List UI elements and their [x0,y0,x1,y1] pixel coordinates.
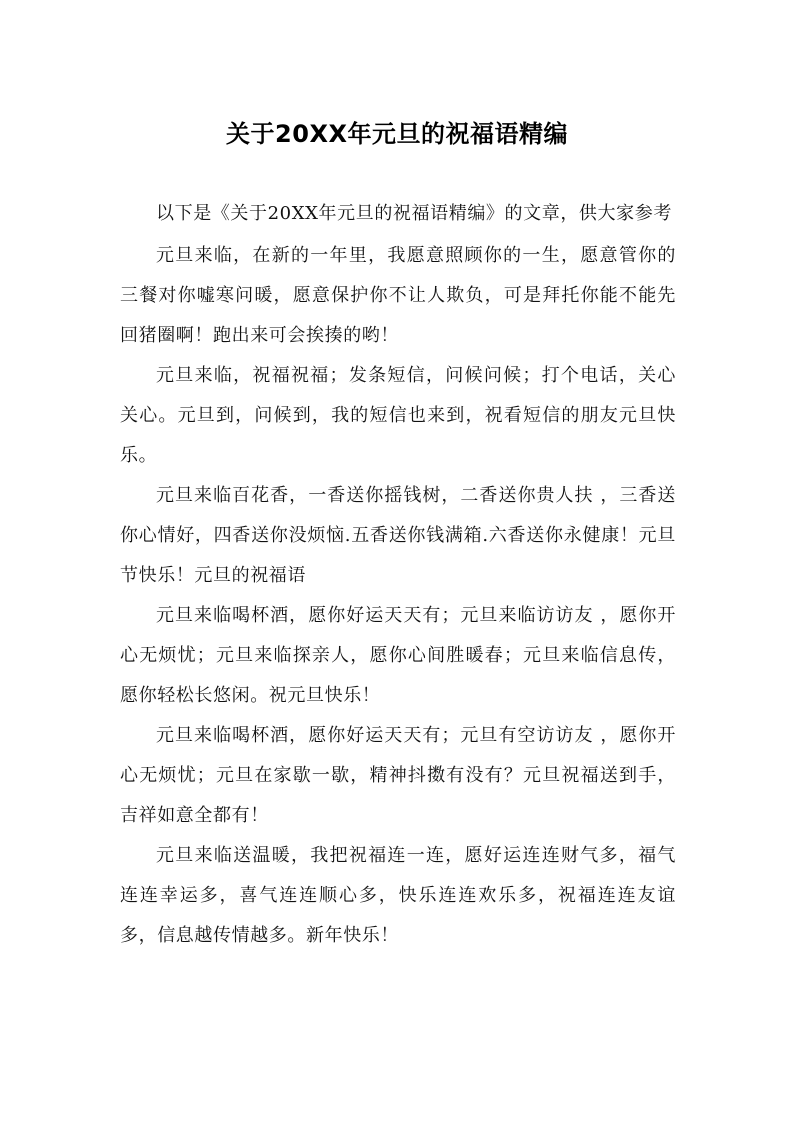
greeting-paragraph-1: 元旦来临，在新的一年里，我愿意照顾你的一生，愿意管你的三餐对你嘘寒问暖，愿意保护你不让人欺负，可是拜托你能不能先回猪圈啊！跑出来可会挨揍的哟！ [120,245,676,346]
greeting-paragraph-2: 元旦来临，祝福祝福；发条短信，问候问候；打个电话，关心关心。元旦到，问候到，我的短信也来到，祝看短信的朋友元旦快乐。 [120,365,676,466]
intro-paragraph: 以下是《关于20XX年元旦的祝福语精编》的文章，供大家参考 [156,203,672,224]
article-body [120,194,676,956]
greeting-paragraph-4: 元旦来临喝杯酒，愿你好运天天有；元旦来临访访友 ，愿你开心无烦忧；元旦来临探亲人，愿你心间胜暖春；元旦来临信息传，愿你轻松长悠闲。祝元旦快乐！ [120,605,676,706]
page-title: 关于20XX年元旦的祝福语精编 [226,120,568,149]
greeting-paragraph-3: 元旦来临百花香，一香送你摇钱树，二香送你贵人扶 ，三香送你心情好，四香送你没烦恼.五香送你钱满箱.六香送你永健康！元旦节快乐！元旦的祝福语 [120,485,676,586]
greeting-paragraph-5: 元旦来临喝杯酒，愿你好运天天有；元旦有空访访友 ，愿你开心无烦忧；元旦在家歇一歇，精神抖擞有没有？元旦祝福送到手，吉祥如意全都有！ [120,725,676,826]
greeting-paragraph-6: 元旦来临送温暖，我把祝福连一连，愿好运连连财气多，福气连连幸运多，喜气连连顺心多，快乐连连欢乐多，祝福连连友谊多，信息越传情越多。新年快乐！ [120,845,676,946]
